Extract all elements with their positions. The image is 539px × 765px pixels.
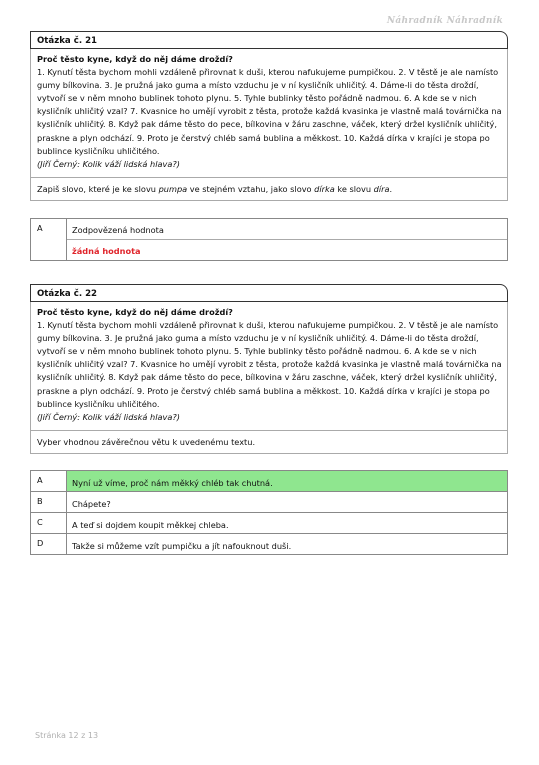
option-letter: A	[31, 471, 67, 492]
question-21-line-1: 1. Kynutí těsta bychom mohli vzdáleně přirovnat k duši, kterou nafukujeme pumpičkou. 2. V těstě je ale namísto	[37, 67, 499, 78]
question-22-author: (Jiří Černý: Kolik váží lidská hlava?)	[37, 411, 180, 422]
question-22-line-2: gumy bílkovina. 3. Je pružná jako guma a místo vzduchu je v ní kysličník uhličitý. 4. Dáme-li do těsta droždí,	[37, 333, 479, 344]
question-21-line-3: vytvoří se v něm mnoho bublinek tohoto plynu. 5. Tyhle bublinky těsto pořádně nadmou. 6. A kde se v nich	[37, 93, 477, 104]
answer-value[interactable]: žádná hodnota	[72, 246, 141, 256]
question-22-header: Otázka č. 22	[30, 284, 508, 302]
question-21-text	[31, 49, 507, 177]
option-text[interactable]: A teď si dojdem koupit měkkej chleba.	[67, 513, 508, 534]
option-letter: D	[31, 534, 67, 555]
question-21-line-4: kysličník uhličitý vzal? 7. Kvasnice ho umějí vyrobit z těsta, protože každá kvasinka je vlastně malá továrnička na	[37, 106, 502, 117]
question-22-instruction: Vyber vhodnou závěrečnou větu k uvedenému textu.	[31, 430, 507, 453]
question-21-box	[30, 49, 508, 201]
question-21-line-7: bublince kysličníku uhličitého.	[37, 145, 160, 156]
option-d[interactable]	[31, 534, 508, 555]
question-21-title: Proč těsto kyne, když do něj dáme droždí?	[37, 54, 233, 64]
question-21-line-6: praskne a plyn odchází. 9. Proto je čerstvý chléb samá bublina a měkkost. 10. Každá dírka v krajíci je stopa po	[37, 132, 490, 143]
question-22-line-4: kysličník uhličitý vzal? 7. Kvasnice ho umějí vyrobit z těsta, protože každá kvasinka je vlastně malá továrnička na	[37, 359, 502, 370]
question-22-options	[30, 470, 508, 555]
option-b[interactable]	[31, 492, 508, 513]
question-22-box	[30, 302, 508, 454]
question-22-line-5: kysličník uhličitý. 8. Když pak dáme těsto do pece, bílkovina v žáru zaschne, váček, který držel kysličník uhličitý,	[37, 372, 497, 383]
question-22-text	[31, 302, 507, 430]
option-letter: B	[31, 492, 67, 513]
option-a[interactable]	[31, 471, 508, 492]
question-21-author: (Jiří Černý: Kolik váží lidská hlava?)	[37, 158, 180, 169]
answer-letter: A	[31, 219, 67, 261]
question-21-line-2: gumy bílkovina. 3. Je pružná jako guma a místo vzduchu je v ní kysličník uhličitý. 4. Dáme-li do těsta droždí,	[37, 80, 479, 91]
option-letter: C	[31, 513, 67, 534]
question-22-line-1: 1. Kynutí těsta bychom mohli vzdáleně přirovnat k duši, kterou nafukujeme pumpičkou. 2. V těstě je ale namísto	[37, 320, 499, 331]
question-22-line-3: vytvoří se v něm mnoho bublinek tohoto plynu. 5. Tyhle bublinky těsto pořádně nadmou. 6. A kde se v nich	[37, 346, 477, 357]
question-21-answer-table	[30, 218, 508, 261]
option-text[interactable]: Takže si můžeme vzít pumpičku a jít nafouknout duši.	[67, 534, 508, 555]
option-c[interactable]	[31, 513, 508, 534]
watermark: Náhradník Náhradník	[386, 16, 503, 26]
answer-header: Zodpovězená hodnota	[67, 219, 507, 240]
question-21-line-5: kysličník uhličitý. 8. Když pak dáme těsto do pece, bílkovina v žáru zaschne, váček, který držel kysličník uhličitý,	[37, 119, 497, 130]
page-footer: Stránka 12 z 13	[35, 731, 99, 740]
question-22-line-6: praskne a plyn odchází. 9. Proto je čerstvý chléb samá bublina a měkkost. 10. Každá dírka v krajíci je stopa po	[37, 385, 490, 396]
option-text[interactable]: Chápete?	[67, 492, 508, 513]
question-22-title: Proč těsto kyne, když do něj dáme droždí?	[37, 307, 233, 317]
question-21-header: Otázka č. 21	[30, 31, 508, 49]
question-21-instruction: Zapiš slovo, které je ke slovu pumpa ve stejném vztahu, jako slovo dírka ke slovu díra.	[31, 177, 507, 200]
option-text[interactable]: Nyní už víme, proč nám měkký chléb tak chutná.	[67, 471, 508, 492]
question-22-line-7: bublince kysličníku uhličitého.	[37, 398, 160, 409]
